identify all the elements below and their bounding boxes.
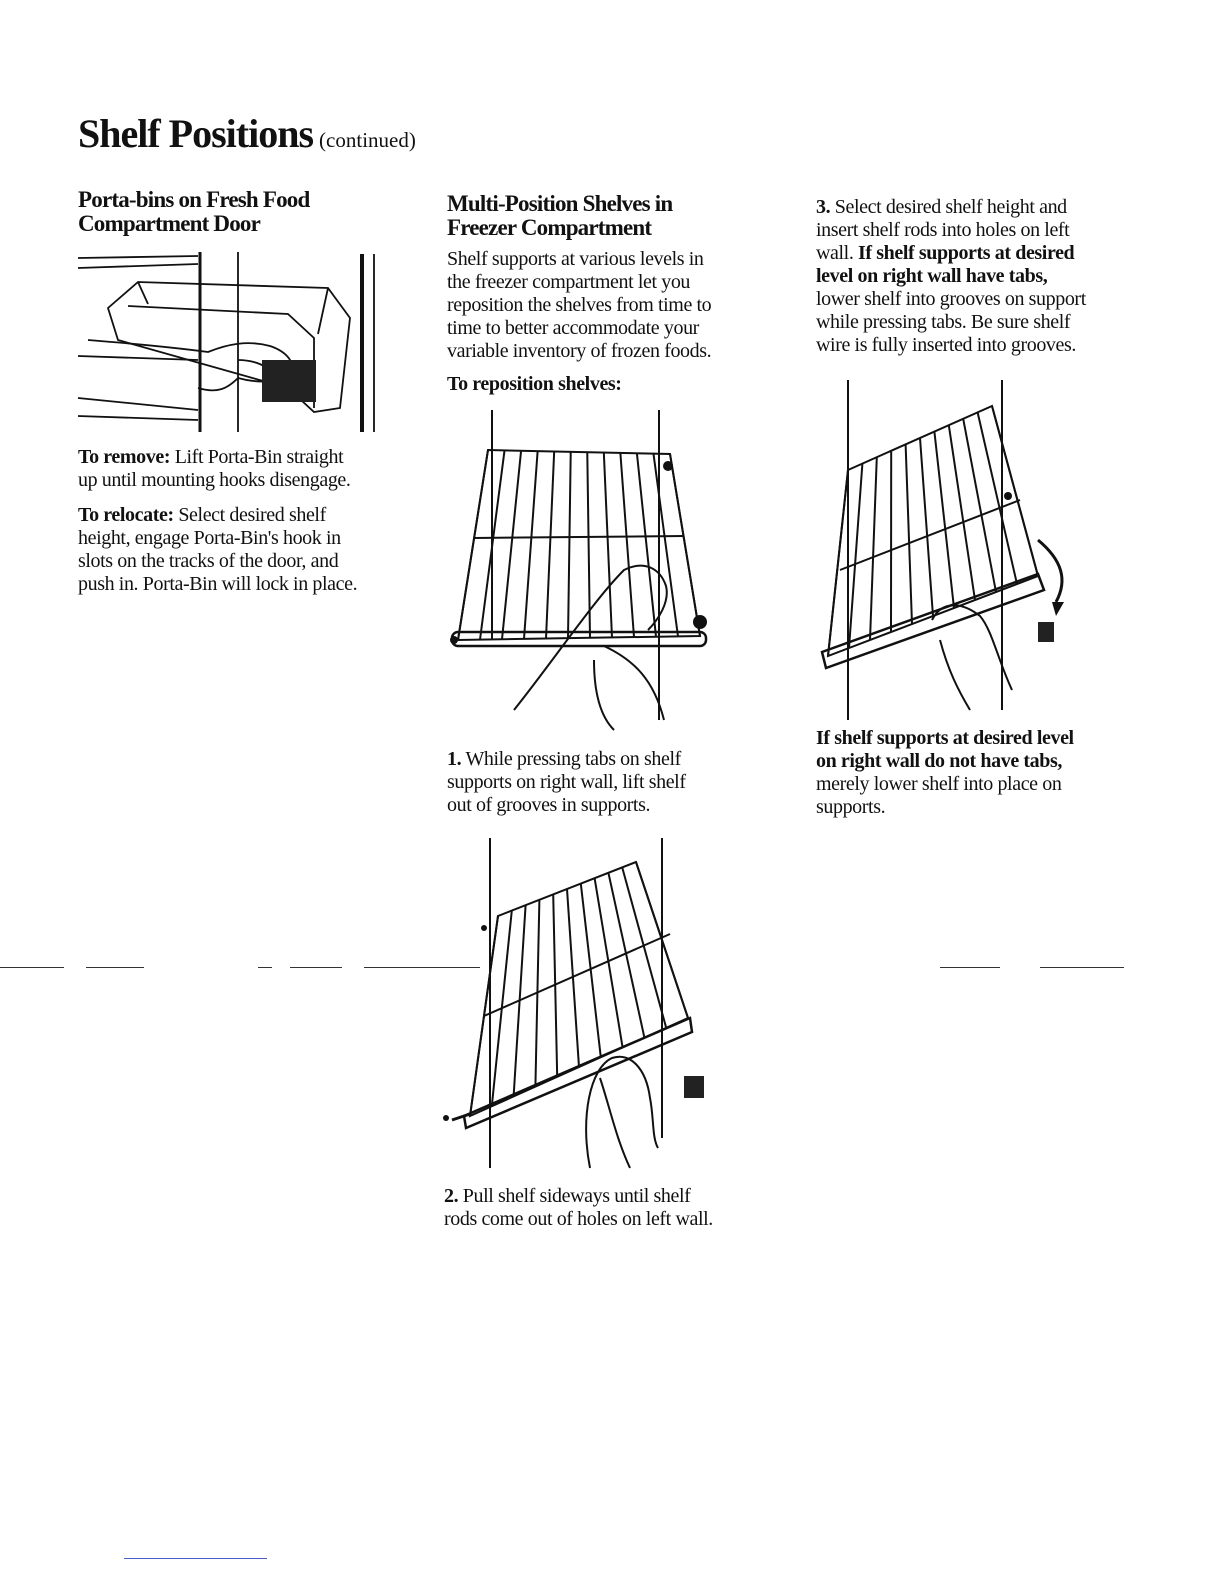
shelf-wire <box>622 867 666 1027</box>
shelf-wire <box>934 432 954 608</box>
shelf-wire <box>581 884 601 1058</box>
shelf-wire <box>870 457 877 640</box>
page-title <box>78 110 416 157</box>
shelf-wire <box>595 878 623 1047</box>
shelf-wire <box>949 425 975 600</box>
porta-bins-instructions <box>78 446 408 596</box>
shelf-wire <box>920 438 933 616</box>
step3-number: 3. <box>816 196 831 218</box>
shelf-wire <box>608 873 644 1038</box>
shelf-wire <box>514 905 526 1096</box>
remove-label: To remove: <box>78 446 171 468</box>
fold-line <box>364 967 480 968</box>
shelf-wire <box>849 464 862 648</box>
porta-bin-illustration <box>78 248 396 438</box>
reposition-label: To reposition shelves: <box>447 373 622 395</box>
step2-shelf-illustration <box>440 838 720 1168</box>
step3-shelf-illustration <box>812 380 1082 720</box>
fold-line <box>940 967 1000 968</box>
shelf-wire <box>992 406 1038 576</box>
shelf-wire <box>906 444 912 624</box>
bottom-rule <box>124 1558 267 1559</box>
fold-line <box>258 967 272 968</box>
porta-bins-section <box>78 188 408 236</box>
fold-line <box>86 967 144 968</box>
shelf-wire <box>828 470 848 656</box>
multi-position-heading: Multi-Position Shelves in Freezer Compartment <box>447 191 673 240</box>
shelf-wire <box>502 451 521 640</box>
fold-line <box>1040 967 1124 968</box>
page-title-sub: (continued) <box>319 128 416 152</box>
shelf-wire <box>568 452 571 638</box>
step3-no-tabs-text: If shelf supports at desired level on right wall do not have tabs, merely lower shelf into place on supports. <box>816 727 1074 818</box>
fold-line <box>0 967 64 968</box>
step1-shelf-illustration <box>444 410 714 730</box>
shelf-wire <box>620 453 634 637</box>
shelf-wire <box>524 451 538 639</box>
step1-text: 1. While pressing tabs on shelf supports on right wall, lift shelf out of grooves in supports. <box>447 748 686 816</box>
relocate-instructions: To relocate: Select desired shelf height, engage Porta-Bin's hook in slots on the tracks of the door, and push in. Porta-Bin will lock in place. <box>78 504 358 595</box>
relocate-label: To relocate: <box>78 504 174 526</box>
fold-line <box>290 967 342 968</box>
multi-position-section <box>447 192 777 396</box>
step2-number: 2. <box>444 1185 459 1207</box>
step2-text: 2. Pull shelf sideways until shelf rods come out of holes on left wall. <box>444 1185 713 1230</box>
page-title-main: Shelf Positions <box>78 111 314 156</box>
shelf-wire <box>546 451 554 638</box>
remove-instructions: To remove: Lift Porta-Bin straight up until mounting hooks disengage. <box>78 446 351 491</box>
step3-text: 3. Select desired shelf height and insert shelf rods into holes on left wall. If shelf supports at desired level on right wall have tabs, lower shelf into grooves on support while pressing tabs. Be sure shelf wire is fully inserted into grooves. <box>816 196 1086 356</box>
step1-number: 1. <box>447 748 462 770</box>
porta-bins-heading: Porta-bins on Fresh Food Compartment Door <box>78 187 310 236</box>
shelf-wire <box>637 453 656 636</box>
multi-position-intro: Shelf supports at various levels in the freezer compartment let you reposition the shelves from time to time to better accommodate your variable inventory of frozen foods. <box>447 248 712 362</box>
shelf-wire <box>604 453 612 638</box>
shelf-wire <box>963 419 996 592</box>
